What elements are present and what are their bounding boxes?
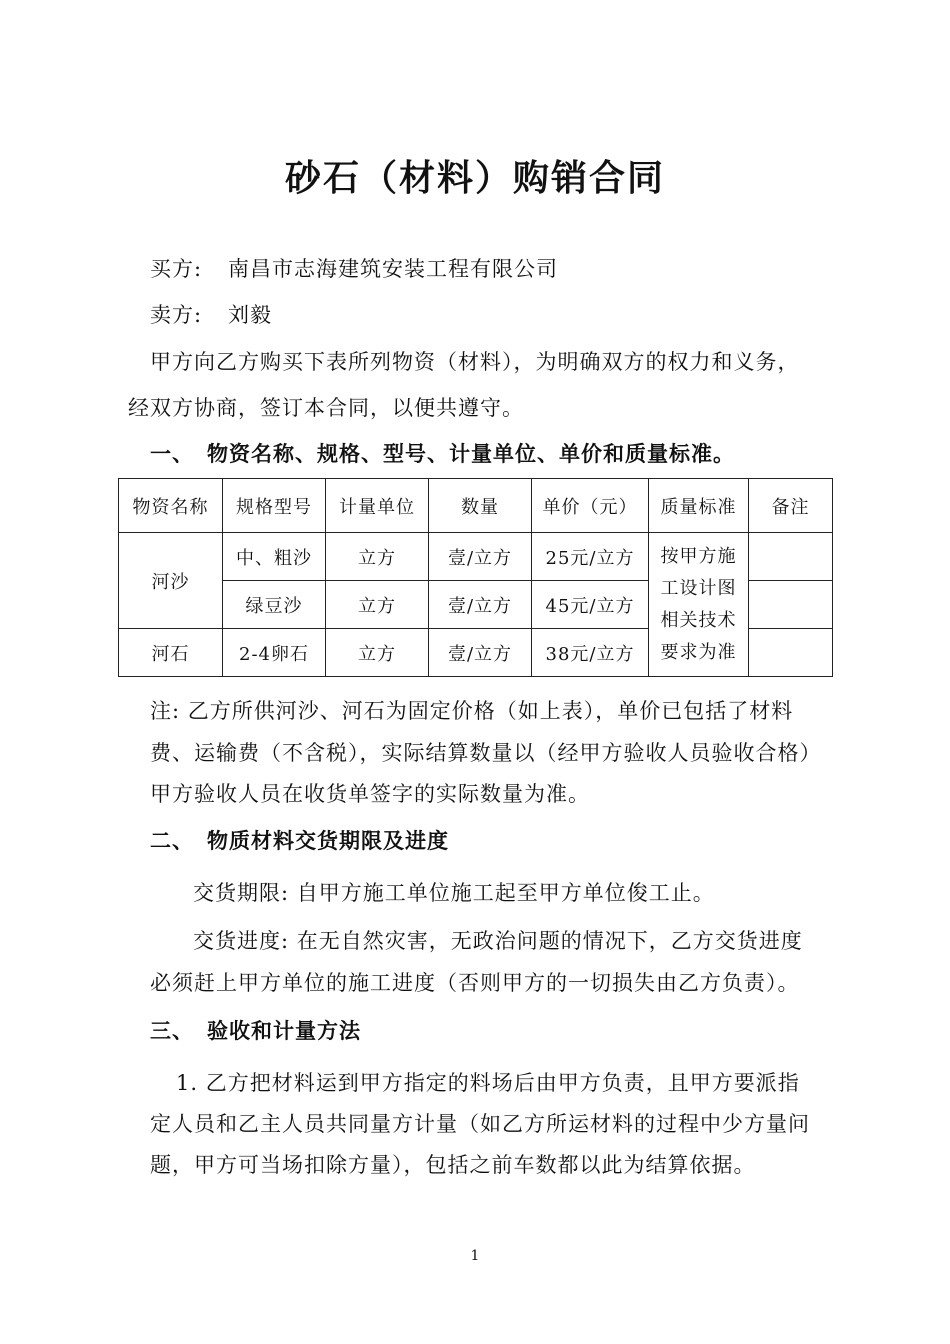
price-cell: 38元/立方: [532, 629, 649, 677]
section-3-heading: [0, 1015, 950, 1045]
spec-cell: 2-4卵石: [223, 629, 326, 677]
header-cell: 单价（元）: [532, 479, 649, 533]
header-cell: 计量单位: [326, 479, 429, 533]
clause-1-line-2: 定人员和乙主人员共同量方计量（如乙方所运材料的过程中少方量问: [150, 1112, 810, 1136]
spec-cell: 中、粗沙: [223, 533, 326, 581]
header-cell: 规格型号: [223, 479, 326, 533]
material-cell: 河石: [119, 629, 223, 677]
unit-cell: 立方: [326, 629, 429, 677]
intro-line-2: 经双方协商，签订本合同，以便共遵守。: [128, 396, 524, 420]
clause-1-line-1: 1. 乙方把材料运到甲方指定的料场后由甲方负责，且甲方要派指: [176, 1071, 800, 1095]
note-line-2: 费、运输费（不含税），实际结算数量以（经甲方验收人员验收合格）: [150, 741, 822, 765]
buyer-line: [0, 253, 950, 283]
quality-line: 相关技术: [660, 609, 737, 631]
quality-line: 工设计图: [660, 577, 737, 599]
section-3-title: 验收和计量方法: [207, 1018, 361, 1043]
section-2-number: 二、: [150, 828, 194, 853]
section-1-heading: [0, 438, 950, 468]
qty-cell: 壹/立方: [429, 533, 532, 581]
note-line-1: 注: 乙方所供河沙、河石为固定价格（如上表），单价已包括了材料: [150, 699, 794, 723]
seller-line: [0, 299, 950, 329]
price-cell: 25元/立方: [532, 533, 649, 581]
quality-cell: [649, 533, 749, 677]
quality-line: 按甲方施: [660, 545, 737, 567]
goods-table: [118, 478, 833, 677]
section-1-title: 物资名称、规格、型号、计量单位、单价和质量标准。: [207, 441, 735, 466]
seller-label: 卖方:: [150, 303, 203, 327]
header-cell: 质量标准: [649, 479, 749, 533]
clause-1-line-3: 题，甲方可当场扣除方量），包括之前车数都以此为结算依据。: [150, 1153, 756, 1177]
quality-line: 要求为准: [660, 641, 737, 663]
price-cell: 45元/立方: [532, 581, 649, 629]
document-title: 砂石（材料）购销合同: [284, 157, 665, 199]
delivery-progress-line-1: 交货进度: 在无自然灾害，无政治问题的情况下，乙方交货进度: [193, 929, 803, 953]
delivery-deadline: 交货期限: 自甲方施工单位施工起至甲方单位俊工止。: [193, 881, 715, 905]
section-3-number: 三、: [150, 1018, 194, 1043]
intro-line-1: 甲方向乙方购买下表所列物资（材料），为明确双方的权力和义务，: [150, 350, 800, 374]
unit-cell: 立方: [326, 533, 429, 581]
seller-name: 刘毅: [228, 303, 272, 327]
material-cell: 河沙: [119, 533, 223, 629]
header-cell: 数量: [429, 479, 532, 533]
header-cell: 备注: [749, 479, 833, 533]
spec-cell: 绿豆沙: [223, 581, 326, 629]
remark-cell: [749, 533, 833, 581]
remark-cell: [749, 581, 833, 629]
delivery-progress-line-2: 必须赶上甲方单位的施工进度（否则甲方的一切损失由乙方负责）。: [150, 971, 800, 995]
section-2-title: 物质材料交货期限及进度: [207, 828, 449, 853]
qty-cell: 壹/立方: [429, 581, 532, 629]
remark-cell: [749, 629, 833, 677]
buyer-name: 南昌市志海建筑安装工程有限公司: [228, 257, 558, 281]
note-line-3: 甲方验收人员在收货单签字的实际数量为准。: [150, 782, 590, 806]
section-1-number: 一、: [150, 441, 194, 466]
unit-cell: 立方: [326, 581, 429, 629]
table-row: [119, 533, 833, 581]
section-2-heading: [0, 825, 950, 855]
buyer-label: 买方:: [150, 257, 203, 281]
header-cell: 物资名称: [119, 479, 223, 533]
table-header-row: [119, 479, 833, 533]
qty-cell: 壹/立方: [429, 629, 532, 677]
page-number: 1: [470, 1248, 480, 1264]
